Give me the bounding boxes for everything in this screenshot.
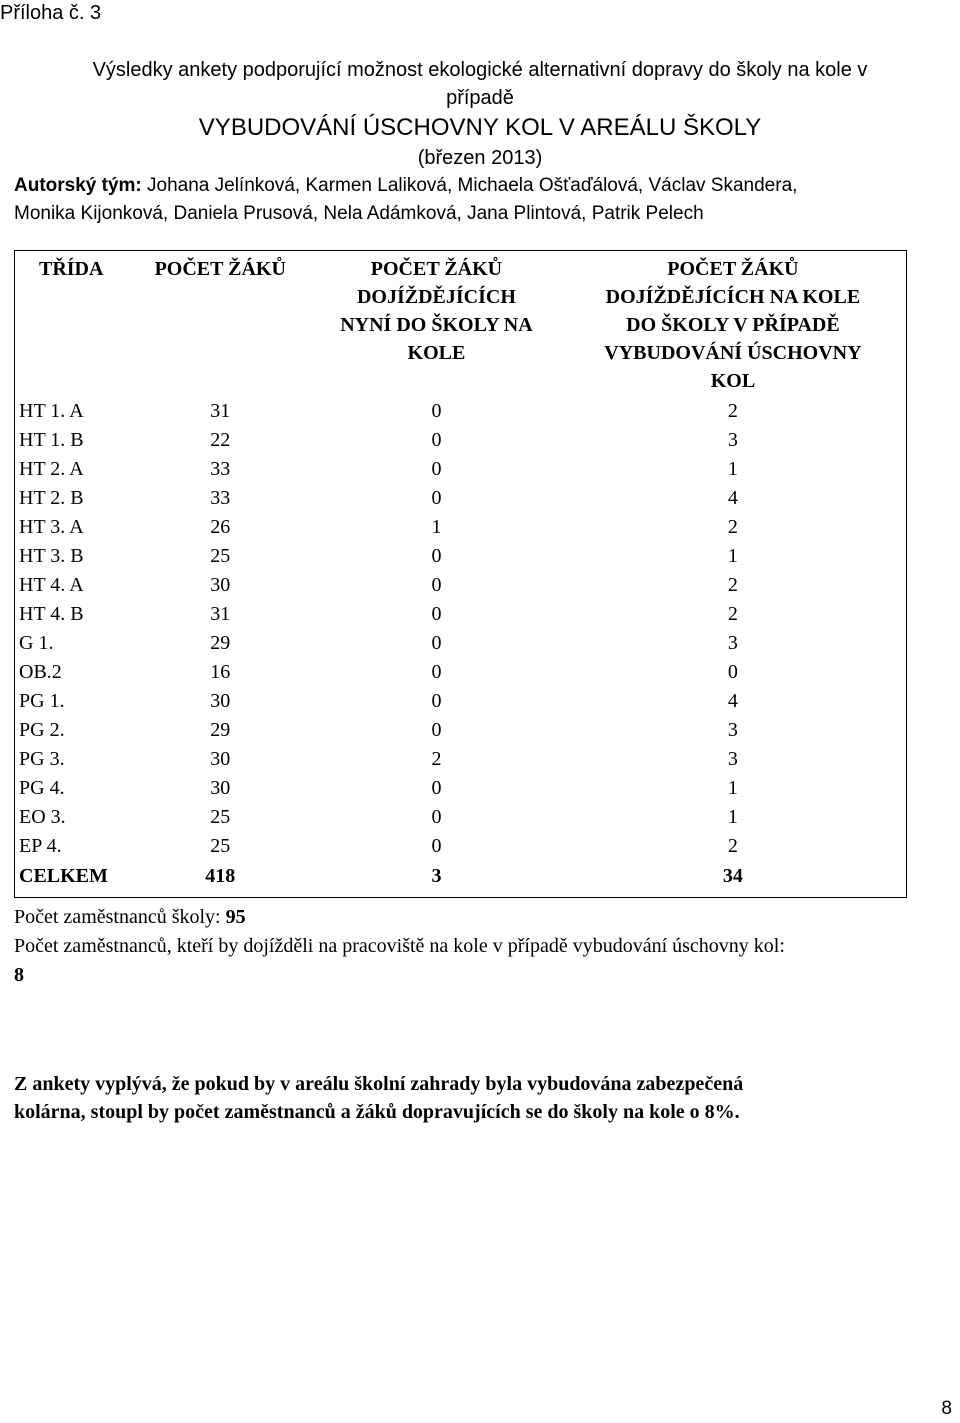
row-commuting-if-built: 2 <box>727 400 738 422</box>
total-commuting-if-built: 34 <box>722 865 743 887</box>
row-commuting-now: 0 <box>431 690 442 712</box>
row-commuting-if-built: 2 <box>727 516 738 538</box>
total-label: CELKEM <box>19 865 108 887</box>
table-row <box>15 774 907 803</box>
header-students: POČET ŽÁKŮ <box>154 258 286 280</box>
row-commuting-if-built: 0 <box>727 661 738 683</box>
staff-count-value: 95 <box>225 906 246 928</box>
row-students: 16 <box>210 661 231 683</box>
row-students: 29 <box>210 632 231 654</box>
row-class: PG 4. <box>19 777 65 799</box>
table-row <box>15 455 907 484</box>
row-class: HT 3. B <box>19 545 84 567</box>
row-students: 29 <box>210 719 231 741</box>
row-commuting-now: 0 <box>431 429 442 451</box>
header-class: TŘÍDA <box>38 258 104 280</box>
row-class: G 1. <box>19 632 54 654</box>
row-commuting-now: 0 <box>431 458 442 480</box>
row-commuting-if-built: 4 <box>727 487 738 509</box>
total-students: 418 <box>205 865 236 887</box>
table-row <box>15 542 907 571</box>
row-students: 31 <box>210 400 231 422</box>
row-commuting-if-built: 1 <box>727 545 738 567</box>
row-commuting-now: 0 <box>431 777 442 799</box>
survey-table <box>14 250 907 898</box>
row-commuting-if-built: 3 <box>727 748 738 770</box>
row-class: PG 1. <box>19 690 65 712</box>
conclusion <box>14 1070 954 1126</box>
page-number: 8 <box>941 1398 952 1419</box>
row-class: HT 2. A <box>19 458 84 480</box>
table-row <box>15 484 907 513</box>
row-students: 33 <box>210 458 231 480</box>
appendix-label: Příloha č. 3 <box>0 2 102 24</box>
document-heading <box>0 56 960 172</box>
author-team-label: Autorský tým: <box>14 175 142 196</box>
table-header-row <box>15 251 907 398</box>
table-row <box>15 716 907 745</box>
row-commuting-now: 0 <box>431 487 442 509</box>
row-commuting-if-built: 3 <box>727 429 738 451</box>
row-commuting-if-built: 2 <box>727 603 738 625</box>
row-students: 33 <box>210 487 231 509</box>
row-students: 31 <box>210 603 231 625</box>
row-class: HT 1. A <box>19 400 84 422</box>
row-commuting-now: 0 <box>431 661 442 683</box>
staff-commute-label: Počet zaměstnanců, kteří by dojížděli na pracoviště na kole v případě vybudování úschovny kol: <box>14 935 785 957</box>
row-class: HT 1. B <box>19 429 84 451</box>
staff-count: Počet zaměstnanců školy: 95 <box>14 906 246 928</box>
row-students: 30 <box>210 777 231 799</box>
staff-info <box>14 903 954 990</box>
staff-commute-value: 8 <box>14 964 24 986</box>
author-team <box>14 172 950 228</box>
table-row <box>15 629 907 658</box>
row-students: 25 <box>210 545 231 567</box>
heading-line-2: případě <box>446 87 514 109</box>
heading-line-1: Výsledky ankety podporující možnost ekologické alternativní dopravy do školy na kole v <box>92 59 868 81</box>
row-students: 30 <box>210 690 231 712</box>
row-commuting-if-built: 3 <box>727 719 738 741</box>
header-commuting-if-built: POČET ŽÁKŮ DOJÍŽDĚJÍCÍCH NA KOLE DO ŠKOLY V PŘÍPADĚ VYBUDOVÁNÍ ÚSCHOVNY KOL <box>604 258 862 392</box>
row-class: HT 3. A <box>19 516 84 538</box>
author-names-line-2: Monika Kijonková, Daniela Prusová, Nela Adámková, Jana Plintová, Patrik Pelech <box>14 203 704 224</box>
table-row <box>15 745 907 774</box>
heading-title: VYBUDOVÁNÍ ÚSCHOVNY KOL V AREÁLU ŠKOLY <box>198 114 762 141</box>
table-row <box>15 687 907 716</box>
table-row <box>15 426 907 455</box>
row-students: 30 <box>210 748 231 770</box>
row-commuting-if-built: 3 <box>727 632 738 654</box>
header-commuting-now: POČET ŽÁKŮ DOJÍŽDĚJÍCÍCH NYNÍ DO ŠKOLY NA KOLE <box>340 258 533 364</box>
conclusion-line-1: Z ankety vyplývá, že pokud by v areálu školní zahrady byla vybudována zabezpečená <box>14 1073 744 1095</box>
row-commuting-now: 0 <box>431 400 442 422</box>
row-commuting-now: 0 <box>431 719 442 741</box>
heading-date: (březen 2013) <box>417 147 543 169</box>
table-row <box>15 832 907 861</box>
row-commuting-if-built: 1 <box>727 458 738 480</box>
row-commuting-now: 2 <box>431 748 442 770</box>
table-row <box>15 397 907 426</box>
row-commuting-now: 0 <box>431 603 442 625</box>
row-commuting-if-built: 1 <box>727 806 738 828</box>
row-students: 22 <box>210 429 231 451</box>
row-class: HT 2. B <box>19 487 84 509</box>
total-commuting-now: 3 <box>431 865 442 887</box>
row-class: PG 2. <box>19 719 65 741</box>
row-students: 30 <box>210 574 231 596</box>
row-commuting-if-built: 2 <box>727 574 738 596</box>
row-commuting-if-built: 1 <box>727 777 738 799</box>
row-commuting-now: 0 <box>431 545 442 567</box>
conclusion-line-2: kolárna, stoupl by počet zaměstnanců a žáků dopravujících se do školy na kole o 8%. <box>14 1101 740 1123</box>
row-commuting-now: 0 <box>431 574 442 596</box>
total-row <box>15 861 907 898</box>
row-class: HT 4. A <box>19 574 84 596</box>
row-students: 26 <box>210 516 231 538</box>
row-commuting-now: 0 <box>431 806 442 828</box>
table-row <box>15 513 907 542</box>
row-students: 25 <box>210 806 231 828</box>
row-students: 25 <box>210 835 231 857</box>
row-class: HT 4. B <box>19 603 84 625</box>
table-row <box>15 571 907 600</box>
row-class: OB.2 <box>19 661 62 683</box>
row-commuting-if-built: 4 <box>727 690 738 712</box>
row-class: EO 3. <box>19 806 66 828</box>
row-class: EP 4. <box>19 835 62 857</box>
row-commuting-now: 0 <box>431 835 442 857</box>
table-row <box>15 658 907 687</box>
table-row <box>15 803 907 832</box>
row-commuting-now: 1 <box>431 516 442 538</box>
row-commuting-now: 0 <box>431 632 442 654</box>
row-class: PG 3. <box>19 748 65 770</box>
table-row <box>15 600 907 629</box>
author-names-line-1: Johana Jelínková, Karmen Laliková, Michaela Ošťaďálová, Václav Skandera, <box>147 175 798 196</box>
row-commuting-if-built: 2 <box>727 835 738 857</box>
